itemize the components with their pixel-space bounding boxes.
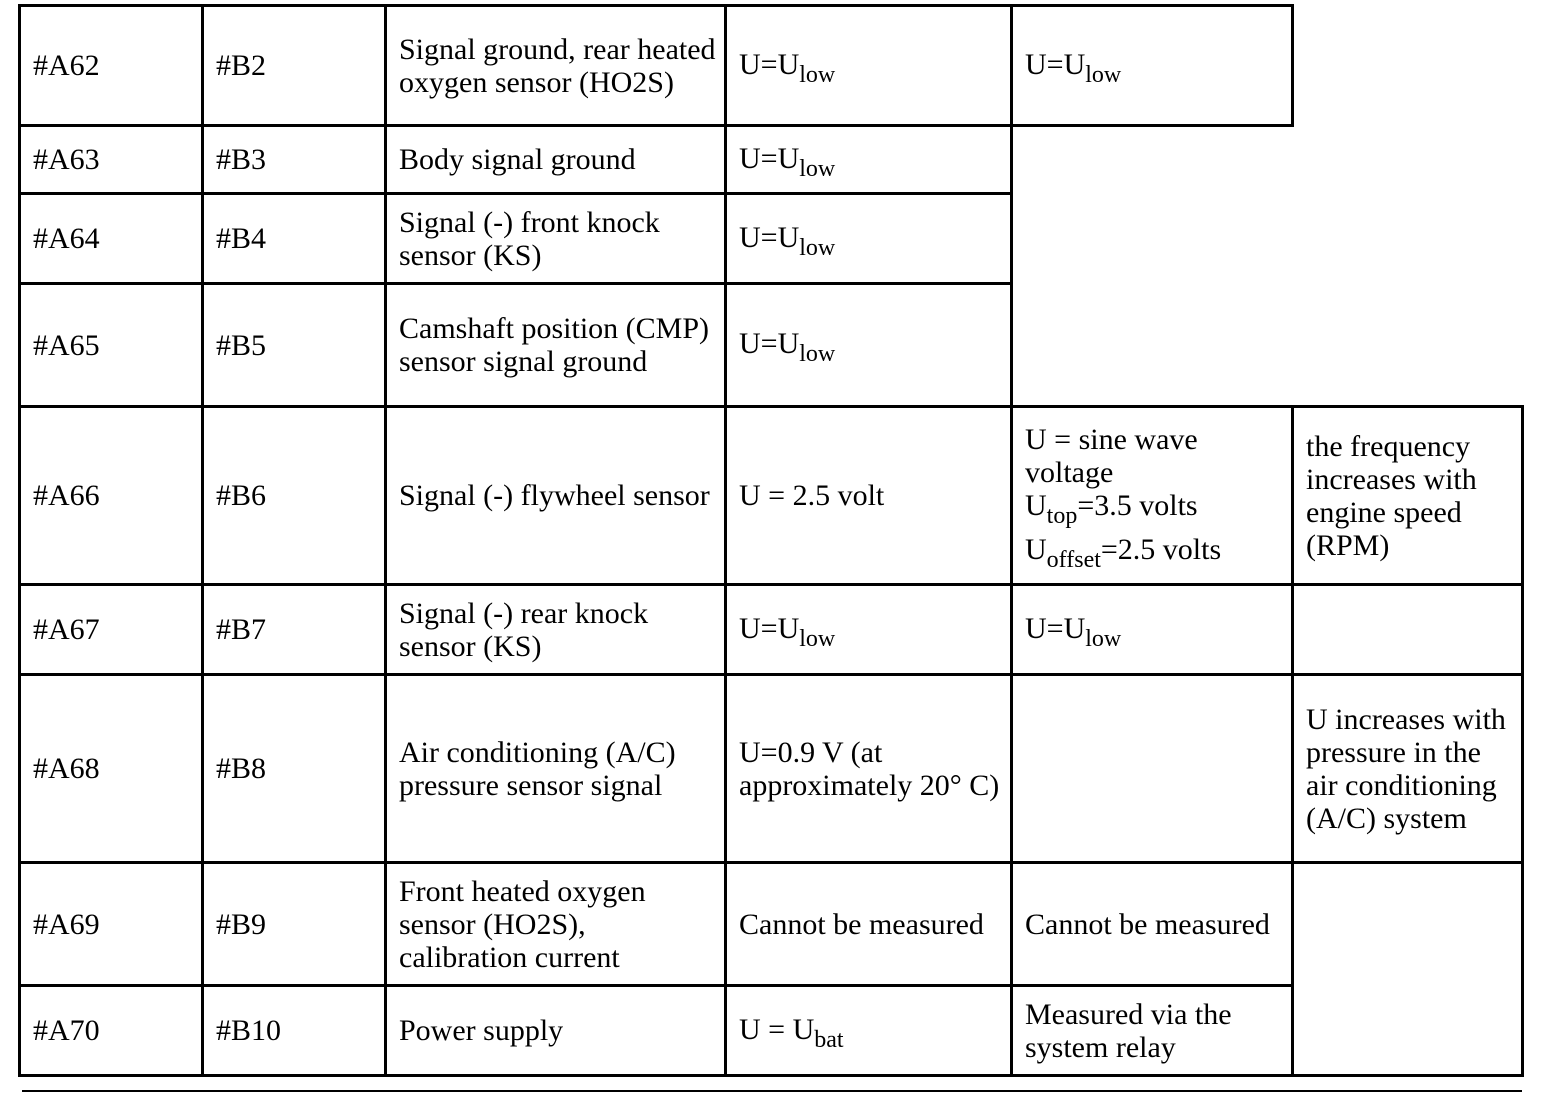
note-cell: the frequency increases with engine speed (RPM) — [1293, 407, 1523, 585]
pin-b-cell: #B2 — [203, 6, 386, 126]
value1-cell: $U=U_{low}$ — [726, 194, 1012, 284]
empty-cell — [1012, 126, 1523, 407]
pin-a-cell: #A69 — [20, 863, 203, 986]
description-cell: Signal (-) front knock sensor (KS) — [386, 194, 726, 284]
value1-cell: $U = U_{bat}$ — [726, 986, 1012, 1076]
pin-a-cell: #A64 — [20, 194, 203, 284]
table-row — [20, 675, 1523, 863]
note-cell — [1293, 585, 1523, 675]
description-cell: Front heated oxygen sensor (HO2S), calibration current — [386, 863, 726, 986]
value1-cell: $U=U_{low}$ — [726, 6, 1012, 126]
pin-a-cell: #A66 — [20, 407, 203, 585]
value2-cell: $U=U_{low}$ — [1012, 585, 1293, 675]
bottom-rule — [22, 1090, 1522, 1092]
pin-a-cell: #A63 — [20, 126, 203, 194]
description-cell: Body signal ground — [386, 126, 726, 194]
table-row — [20, 126, 1523, 194]
description-cell: Signal ground, rear heated oxygen sensor (HO2S) — [386, 6, 726, 126]
value2-cell: U = sine wave voltage $U_{top}=3.5$ volts $U_{offset}=2.5$ volts — [1012, 407, 1293, 585]
description-cell: Signal (-) flywheel sensor — [386, 407, 726, 585]
pin-b-cell: #B7 — [203, 585, 386, 675]
value1-cell: $U=U_{low}$ — [726, 585, 1012, 675]
pin-table-container — [18, 4, 1524, 1077]
pin-b-cell: #B5 — [203, 284, 386, 407]
pin-b-cell: #B10 — [203, 986, 386, 1076]
table-row — [20, 6, 1523, 126]
pin-b-cell: #B6 — [203, 407, 386, 585]
pin-b-cell: #B9 — [203, 863, 386, 986]
pin-b-cell: #B3 — [203, 126, 386, 194]
pin-a-cell: #A65 — [20, 284, 203, 407]
value2-cell: Measured via the system relay — [1012, 986, 1293, 1076]
value1-cell: U = 2.5 volt — [726, 407, 1012, 585]
empty-cell — [1293, 6, 1523, 126]
value2-cell: $U=U_{low}$ — [1012, 6, 1293, 126]
table-row — [20, 863, 1523, 986]
pin-table — [18, 4, 1524, 1077]
description-cell: Signal (-) rear knock sensor (KS) — [386, 585, 726, 675]
value2-cell: Cannot be measured — [1012, 863, 1293, 986]
description-cell: Air conditioning (A/C) pressure sensor signal — [386, 675, 726, 863]
description-cell: Camshaft position (CMP) sensor signal ground — [386, 284, 726, 407]
pin-a-cell: #A62 — [20, 6, 203, 126]
pin-b-cell: #B4 — [203, 194, 386, 284]
pin-a-cell: #A70 — [20, 986, 203, 1076]
pin-a-cell: #A68 — [20, 675, 203, 863]
table-row — [20, 585, 1523, 675]
table-row — [20, 407, 1523, 585]
note-cell: U increases with pressure in the air conditioning (A/C) system — [1293, 675, 1523, 863]
note-cell — [1293, 863, 1523, 1076]
description-cell: Power supply — [386, 986, 726, 1076]
pin-b-cell: #B8 — [203, 675, 386, 863]
value1-cell: U=0.9 V (at approximately 20° C) — [726, 675, 1012, 863]
value2-cell — [1012, 675, 1293, 863]
value1-cell: Cannot be measured — [726, 863, 1012, 986]
pin-a-cell: #A67 — [20, 585, 203, 675]
value1-cell: $U=U_{low}$ — [726, 284, 1012, 407]
value1-cell: $U=U_{low}$ — [726, 126, 1012, 194]
